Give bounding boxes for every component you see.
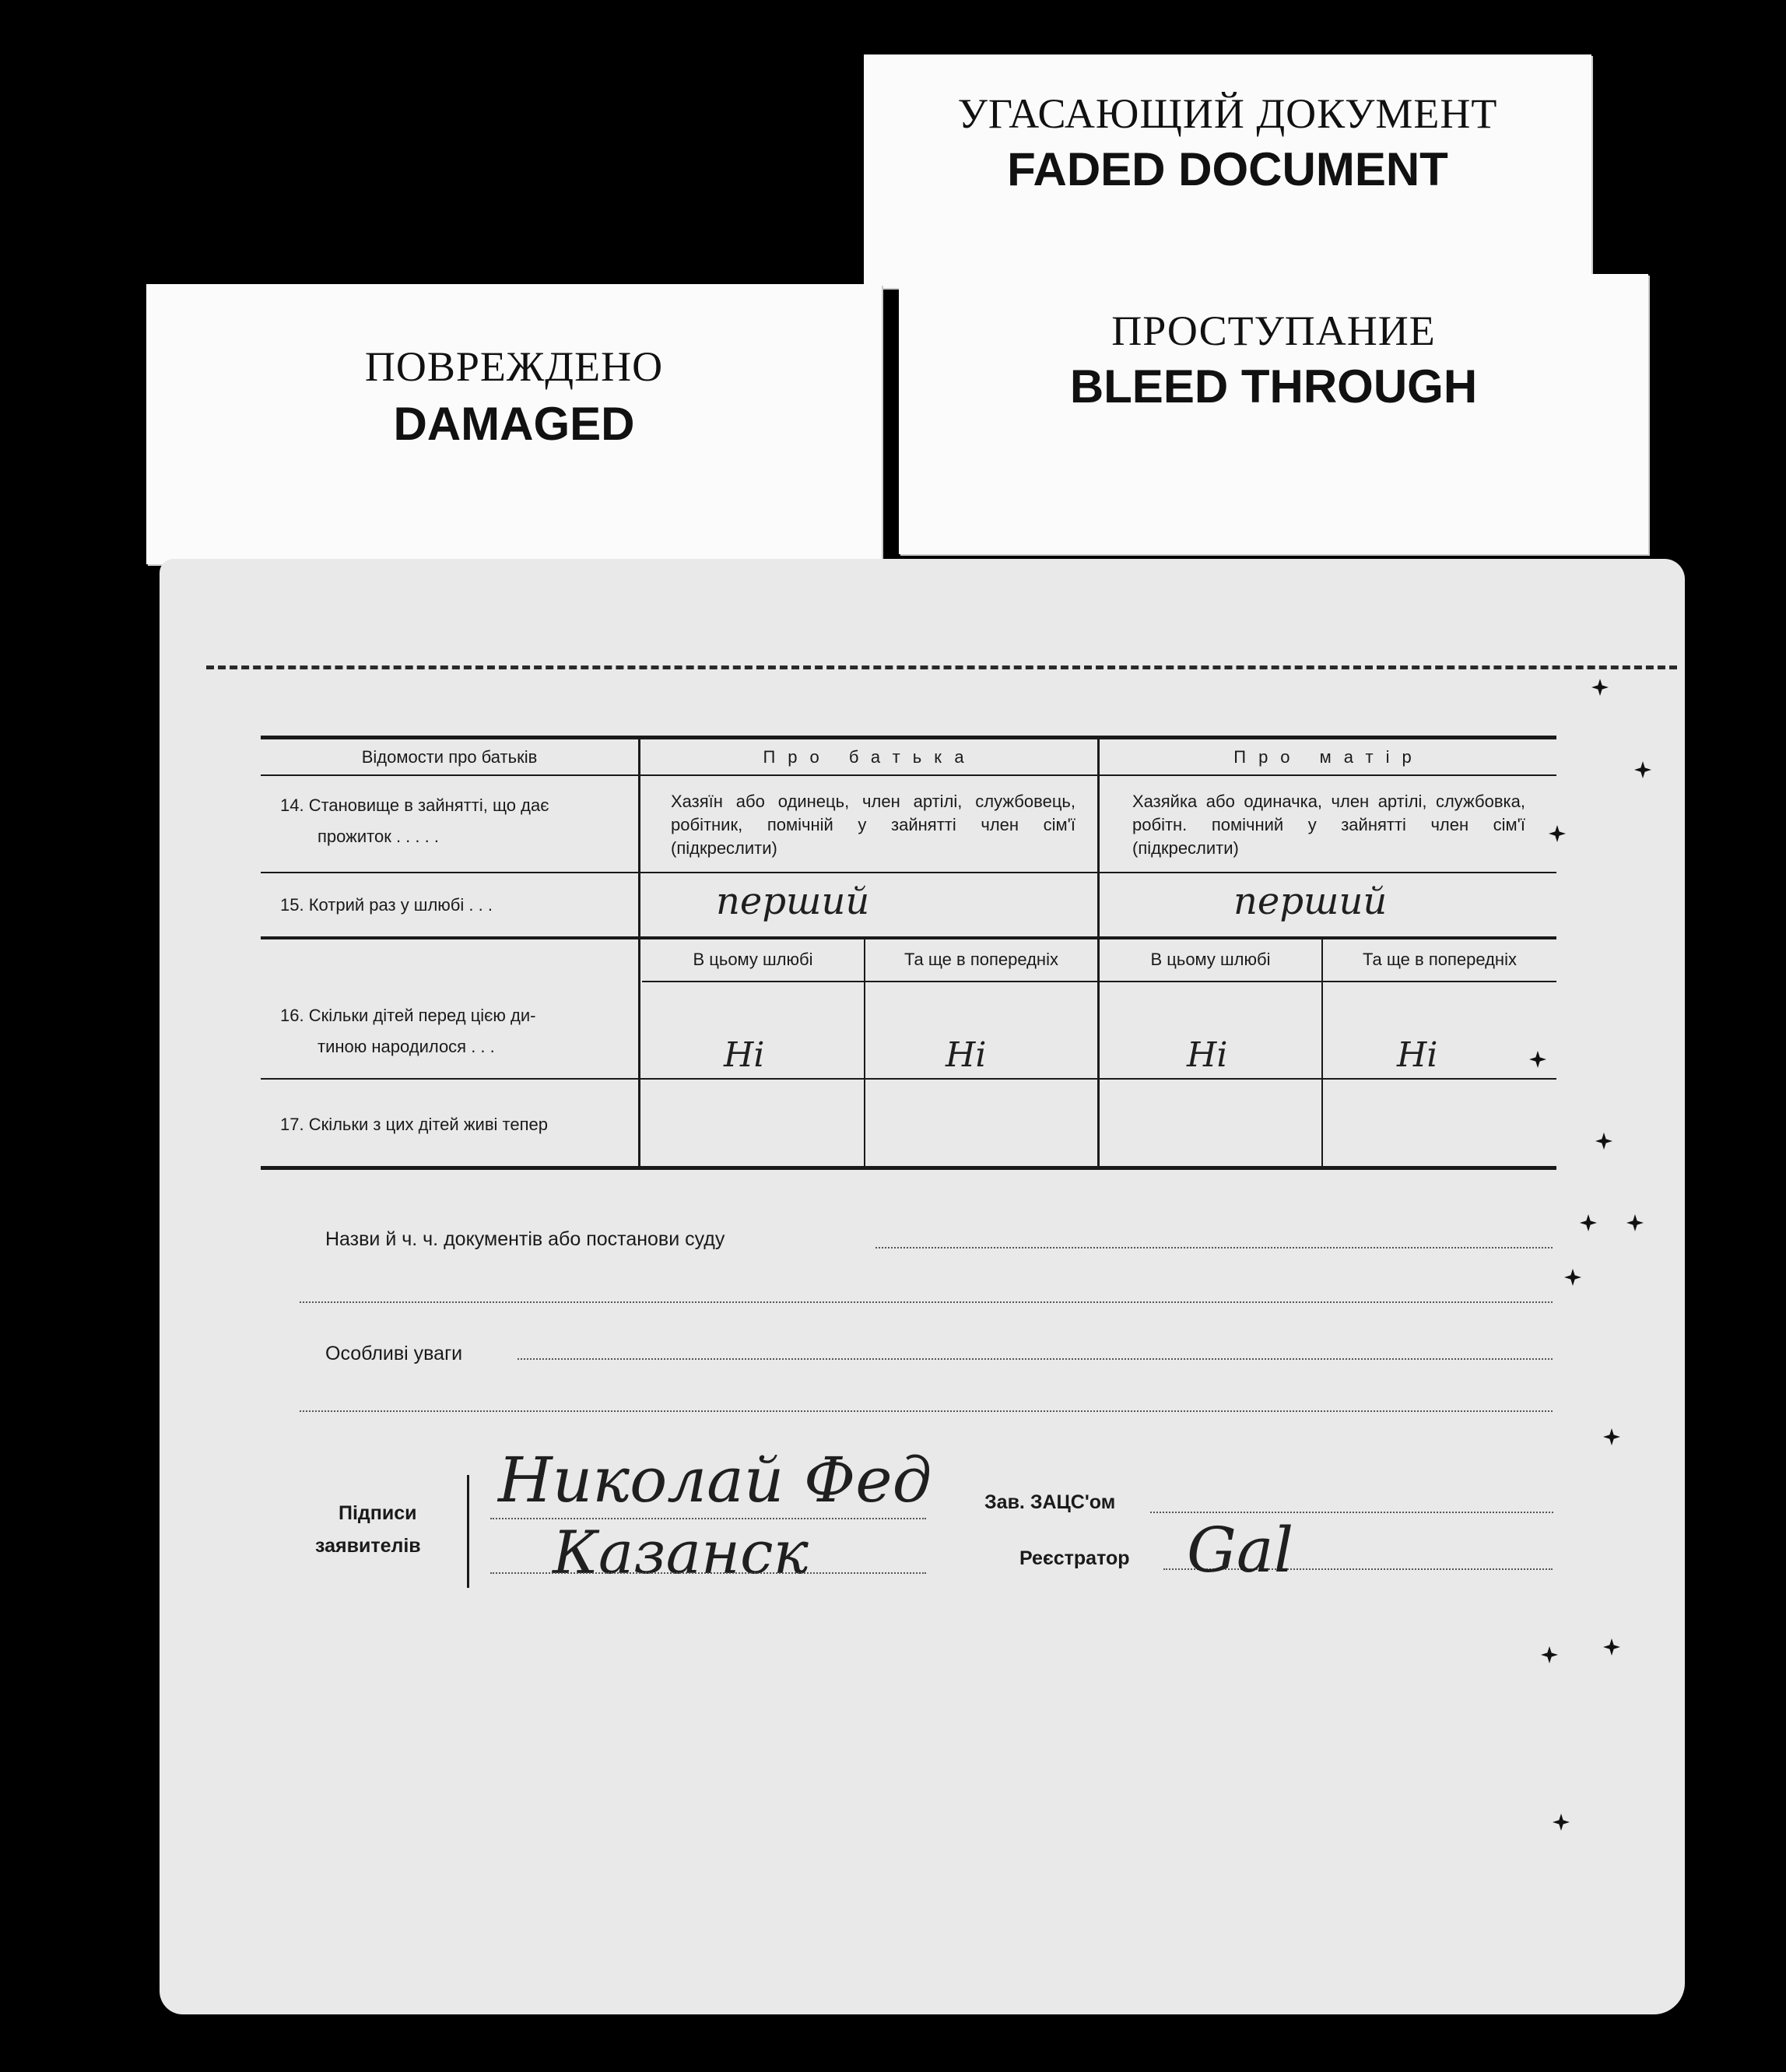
subheader-mother-prev: Та ще в попередніх bbox=[1363, 950, 1517, 969]
registrar-signature: Gal bbox=[1187, 1514, 1294, 1586]
subheader-father-this: В цьому шлюбі bbox=[693, 950, 813, 969]
table-row15-rule bbox=[261, 936, 1556, 939]
documents-line-2 bbox=[300, 1301, 1553, 1303]
applicants-label-1: Підписи bbox=[339, 1502, 417, 1524]
row16-label-1: 16. Скільки дітей перед цією ди- bbox=[280, 1006, 536, 1025]
applicants-brace bbox=[467, 1475, 469, 1588]
row14-father-text: Хазяїн або одинець, член артілі, службовець, робітник, помічній у зайнятті член сім'ї (підкреслити) bbox=[671, 792, 1075, 858]
header-col-label: Відомости про батьків bbox=[361, 747, 538, 767]
table-col-divider-1 bbox=[638, 738, 640, 1168]
remarks-line-2 bbox=[300, 1410, 1553, 1412]
subheader-father-prev: Та ще в попередніх bbox=[904, 950, 1058, 969]
table-row16-rule bbox=[261, 1078, 1556, 1080]
applicant-line-1 bbox=[490, 1518, 926, 1519]
row14-label-2: прожиток . . . . . bbox=[318, 827, 439, 846]
row14-label-1: 14. Становище в зайнятті, що дає bbox=[280, 795, 549, 815]
table-header-rule bbox=[261, 774, 1556, 776]
faded-document-ru: УГАСАЮЩИЙ ДОКУМЕНТ bbox=[957, 90, 1498, 137]
head-label: Зав. ЗАЦС'ом bbox=[984, 1491, 1116, 1513]
row15-father-handwriting: перший bbox=[716, 880, 870, 923]
head-line bbox=[1150, 1512, 1553, 1513]
header-mother: Про матір bbox=[1233, 747, 1424, 767]
form-paper bbox=[160, 559, 1685, 2014]
perforation-line bbox=[206, 665, 1677, 669]
header-father: Про батька bbox=[763, 747, 977, 767]
row16-mother-prev-value: Ні bbox=[1397, 1035, 1438, 1075]
damaged-ru: ПОВРЕЖДЕНО bbox=[364, 343, 664, 390]
row16-father-this-value: Ні bbox=[724, 1035, 765, 1075]
remarks-line-1 bbox=[518, 1358, 1553, 1360]
faded-document-en: FADED DOCUMENT bbox=[1007, 143, 1448, 195]
row16-father-prev-value: Ні bbox=[946, 1035, 987, 1075]
table-col-divider-4 bbox=[1321, 939, 1323, 1167]
row17-label: 17. Скільки з цих дітей живі тепер bbox=[280, 1115, 548, 1134]
subheader-mother-this: В цьому шлюбі bbox=[1150, 950, 1271, 969]
row15-label: 15. Котрий раз у шлюбі . . . bbox=[280, 895, 493, 915]
table-col-divider-3 bbox=[864, 939, 865, 1167]
documents-line-1 bbox=[875, 1247, 1553, 1248]
bleed-through-card bbox=[899, 274, 1648, 554]
bleed-through-en: BLEED THROUGH bbox=[1069, 360, 1478, 413]
applicant-signature-2: Казанск bbox=[553, 1518, 809, 1587]
applicants-label-2: заявителів bbox=[315, 1535, 421, 1557]
table-top-rule bbox=[261, 736, 1556, 739]
remarks-label: Особливі уваги bbox=[325, 1343, 463, 1364]
registrar-label: Реєстратор bbox=[1019, 1547, 1130, 1569]
row16-label-2: тиною народилося . . . bbox=[318, 1037, 495, 1056]
damaged-card bbox=[146, 284, 882, 564]
row15-mother-handwriting: перший bbox=[1233, 880, 1388, 923]
row16-mother-this-value: Ні bbox=[1187, 1035, 1228, 1075]
damaged-en: DAMAGED bbox=[393, 398, 635, 450]
applicant-line-2 bbox=[490, 1572, 926, 1574]
bleed-through-ru: ПРОСТУПАНИЕ bbox=[1111, 307, 1436, 354]
table-bottom-rule bbox=[261, 1166, 1556, 1170]
applicant-signature-1: Николай Фед bbox=[498, 1444, 932, 1516]
table-row14-rule bbox=[261, 872, 1556, 873]
documents-label: Назви й ч. ч. документів або постанови суду bbox=[325, 1228, 725, 1250]
faded-document-card bbox=[864, 54, 1591, 288]
row14-mother-text: Хазяйка або одиначка, член артілі, службовка, робітн. помічний у зайнятті член сім'ї (підкреслити) bbox=[1132, 792, 1525, 858]
